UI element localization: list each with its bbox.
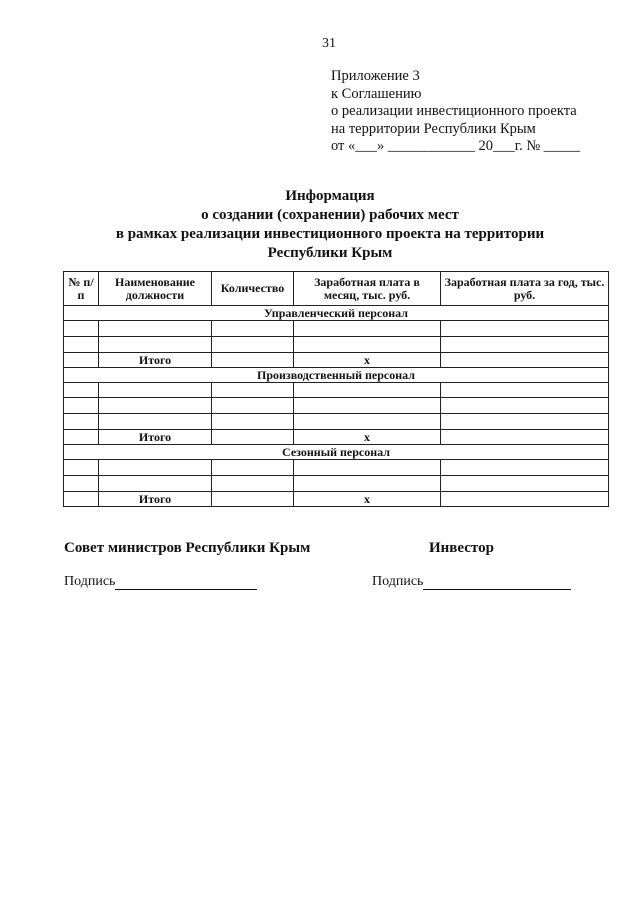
jobs-table [63,271,609,507]
table-row [64,414,609,430]
total-row [64,491,609,506]
table-header-row [64,272,609,306]
table-cell [64,491,99,506]
table-cell [64,398,99,414]
section-title: Сезонный персонал [64,445,609,460]
page-number: 31 [322,36,336,51]
table-cell [212,352,294,367]
title-line: о создании (сохранении) рабочих мест [201,207,459,223]
total-label: Итого [99,491,212,506]
table-cell [212,430,294,445]
table-cell [99,382,212,398]
appendix-line: о реализации инвестиционного проекта [331,103,577,119]
total-label: Итого [99,430,212,445]
document-title [60,187,600,263]
table-cell [212,476,294,492]
table-cell [99,476,212,492]
header-monthly-salary: Заработная плата в месяц, тыс. руб. [294,272,441,306]
section-row [64,367,609,382]
right-signature-label: Подпись [372,574,424,589]
table-row [64,460,609,476]
table-cell [441,320,609,336]
total-label: Итого [99,352,212,367]
table-cell [294,382,441,398]
table-cell [212,336,294,352]
total-row [64,352,609,367]
section-title: Производственный персонал [64,367,609,382]
left-signature-line [115,575,257,590]
left-signature-field [64,574,257,590]
table-cell [212,414,294,430]
table-cell [294,398,441,414]
table-cell [64,430,99,445]
header-number: № п/п [64,272,99,306]
table-cell [441,491,609,506]
table-cell [441,382,609,398]
table-cell [99,414,212,430]
left-signer-org: Совет министров Республики Крым [64,540,311,556]
title-line: Информация [285,188,375,204]
appendix-line: на территории Республики Крым [331,120,536,137]
table-cell [441,476,609,492]
table-row [64,476,609,492]
table-cell [294,476,441,492]
appendix-line: к Соглашению [331,85,422,102]
table-cell [99,398,212,414]
header-annual-salary: Заработная плата за год, тыс. руб. [441,272,609,306]
table-cell [212,398,294,414]
table-cell [64,382,99,398]
table-cell [212,491,294,506]
total-salary-mark: x [294,491,441,506]
table-cell [99,336,212,352]
table-cell [441,460,609,476]
table-row [64,320,609,336]
left-signature-label: Подпись [64,574,116,589]
right-signer-org: Инвестор [429,540,494,556]
table-cell [64,460,99,476]
table-cell [294,320,441,336]
section-title: Управленческий персонал [64,306,609,321]
table-cell [294,336,441,352]
table-cell [212,460,294,476]
total-salary-mark: x [294,352,441,367]
total-row [64,430,609,445]
table-cell [64,352,99,367]
total-salary-mark: x [294,430,441,445]
table-cell [294,460,441,476]
table-row [64,398,609,414]
title-line: в рамках реализации инвестиционного проекта на территории [115,226,545,242]
header-position: Наименование должности [99,272,212,306]
table-row [64,382,609,398]
table-cell [64,336,99,352]
table-cell [212,320,294,336]
title-line: Республики Крым [267,245,393,261]
header-quantity: Количество [212,272,294,306]
appendix-date-line: от «___» ____________ 20___г. № _____ [331,138,581,154]
table-cell [212,382,294,398]
appendix-block [331,68,580,156]
table-cell [441,414,609,430]
table-cell [99,320,212,336]
table-cell [64,414,99,430]
right-signature-line [423,575,571,590]
table-cell [441,336,609,352]
table-cell [441,398,609,414]
table-cell [441,352,609,367]
table-cell [294,414,441,430]
section-row [64,445,609,460]
right-signature-field [372,574,571,590]
table-cell [64,320,99,336]
section-row [64,306,609,321]
table-cell [441,430,609,445]
appendix-line: Приложение 3 [331,68,420,84]
table-cell [99,460,212,476]
table-row [64,336,609,352]
table-cell [64,476,99,492]
